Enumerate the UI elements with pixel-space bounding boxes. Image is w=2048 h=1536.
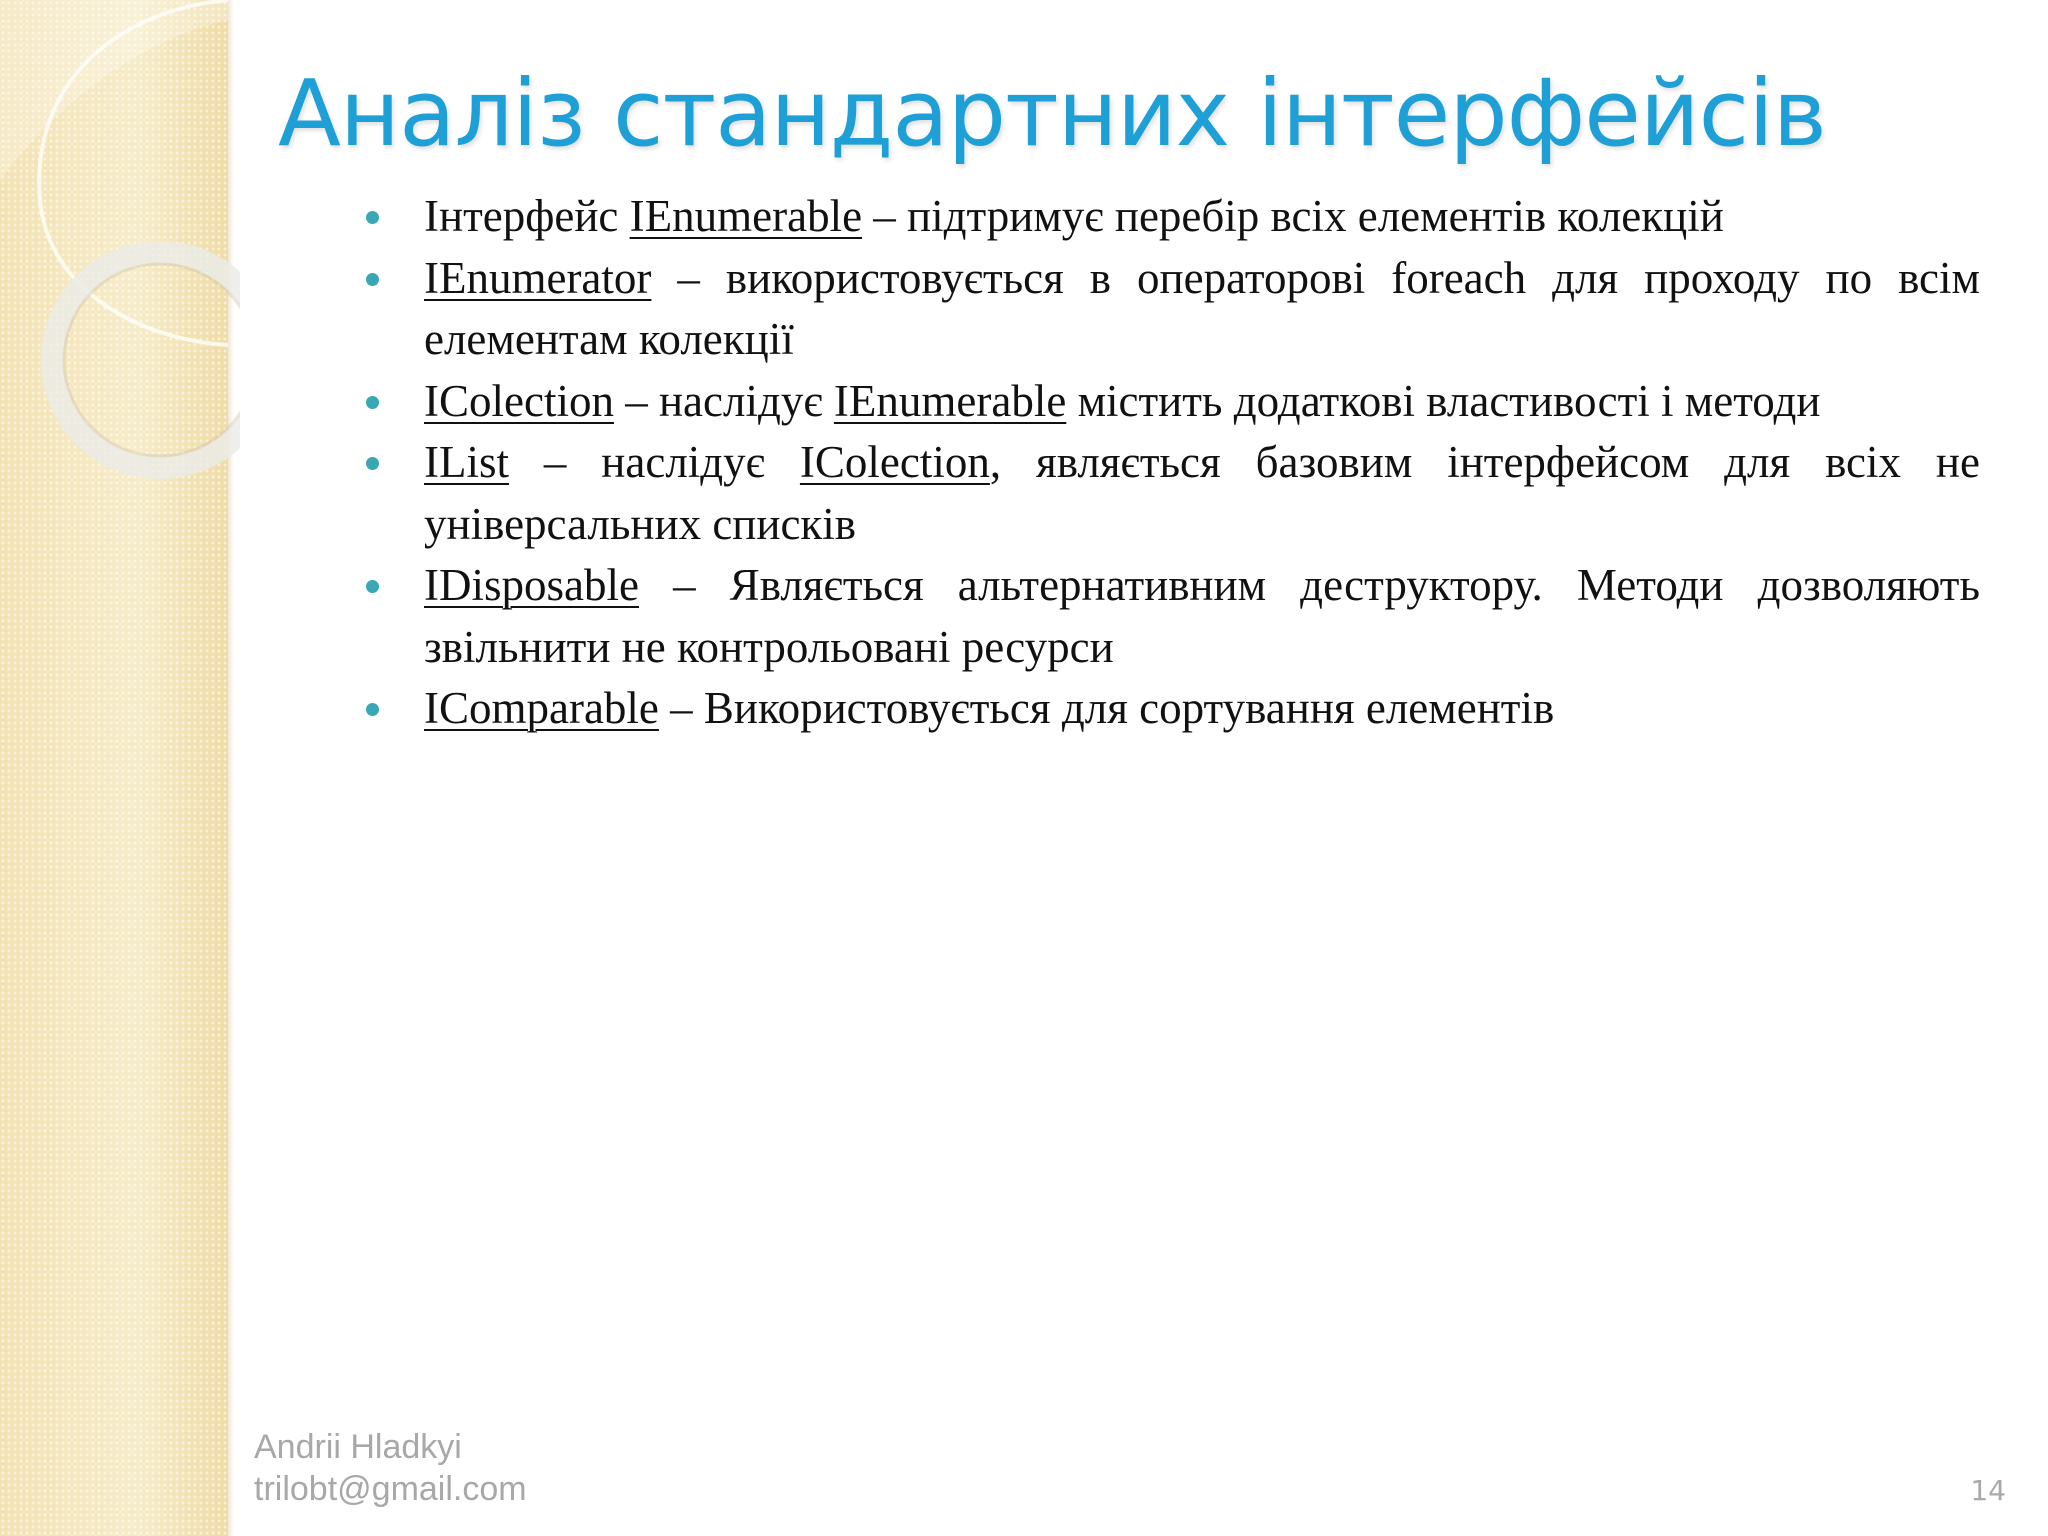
footer-email: trilobt@gmail.com xyxy=(254,1470,527,1508)
bullet-description-cont: , являється базовим інтерфейсом для всіх не універсальних списків xyxy=(424,437,1980,549)
term-idisposable: IDisposable xyxy=(424,560,639,610)
bullet-item-ienumerable xyxy=(366,186,1980,248)
bullet-dot-icon xyxy=(366,580,379,593)
term-ienumerator: IEnumerator xyxy=(424,252,652,303)
bullet-description: – використовується в операторові foreach для проходу по всім елементам колекції xyxy=(424,252,1980,364)
term-icolection-ref: IColection xyxy=(799,437,990,487)
term-ienumerable: IEnumerable xyxy=(629,191,863,241)
bullet-item-ilist xyxy=(366,432,1980,555)
bullet-item-idisposable xyxy=(366,555,1980,678)
bullet-list xyxy=(366,186,1980,740)
page-number: 14 xyxy=(1970,1474,2006,1507)
term-ienumerable-ref: IEnumerable xyxy=(833,375,1067,426)
bullet-dot-icon xyxy=(366,703,379,716)
bullet-description: – підтримує перебір всіх елементів колекцій xyxy=(862,191,1724,241)
decorative-circles xyxy=(0,0,240,520)
bullet-dot-icon xyxy=(366,396,379,409)
bullet-description: – Являється альтернативним деструктору. Методи дозволяють звільнити не контрольовані ресурси xyxy=(424,560,1980,672)
bullet-description-cont: містить додаткові властивості і методи xyxy=(1066,375,1821,426)
bullet-lead-text: Інтерфейс xyxy=(424,191,630,241)
term-ilist: IList xyxy=(424,437,509,487)
bullet-dot-icon xyxy=(366,457,379,470)
bullet-item-icomparable xyxy=(366,678,1980,740)
bullet-description: – наслідує xyxy=(509,437,800,487)
term-icomparable: IComparable xyxy=(424,683,659,733)
bullet-description: – наслідує xyxy=(613,375,834,426)
decorative-ring xyxy=(52,252,240,468)
bullet-dot-icon xyxy=(366,273,379,286)
slide-title: Аналіз стандартних інтерфейсів xyxy=(278,60,1827,167)
decorative-top-corner xyxy=(0,0,228,180)
term-icolection: IColection xyxy=(424,375,614,426)
decorative-ring-inner xyxy=(64,264,240,456)
bullet-dot-icon xyxy=(366,211,379,224)
bullet-item-ienumerator xyxy=(366,248,1980,371)
bullet-item-icolection xyxy=(366,371,1980,433)
bullet-description: – Використовується для сортування елементів xyxy=(658,683,1555,733)
footer-author-block xyxy=(254,1426,527,1510)
footer-author: Andrii Hladkyi xyxy=(254,1428,462,1466)
